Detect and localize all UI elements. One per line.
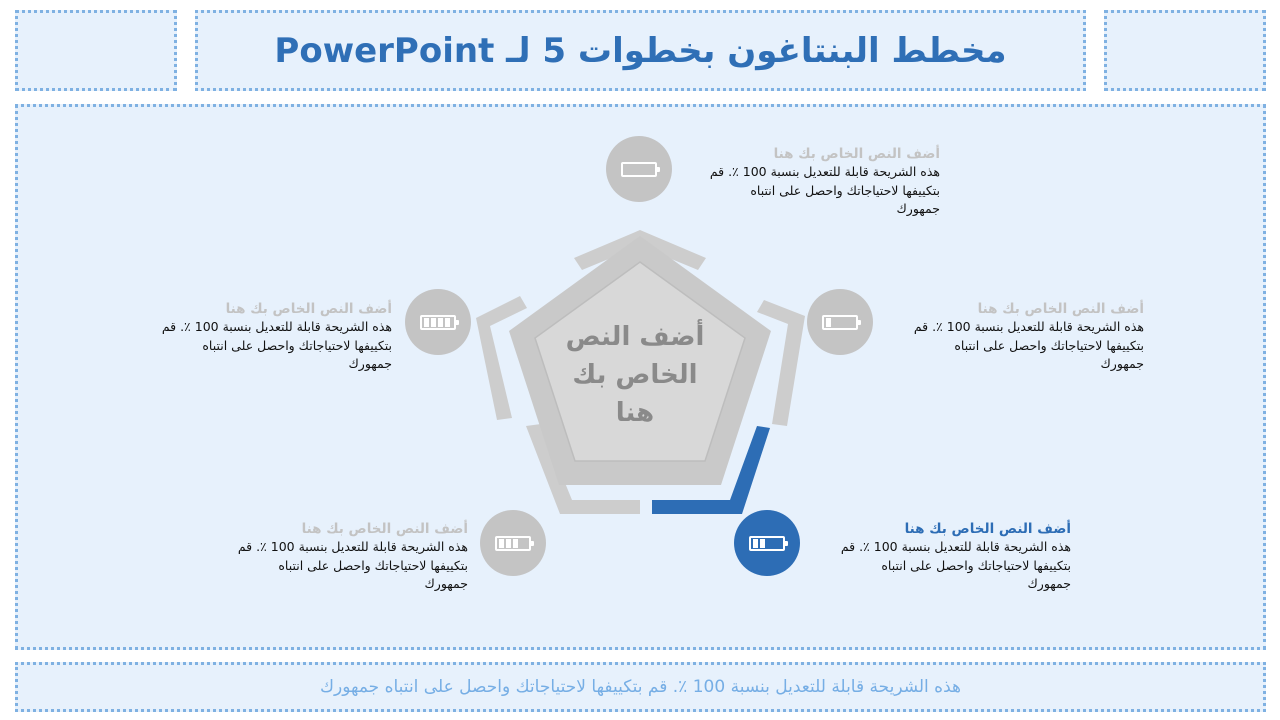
battery-three-quarter-icon <box>495 536 531 551</box>
step-5-circle <box>405 289 471 355</box>
step-3-text <box>841 520 1071 594</box>
footer-box <box>15 662 1266 712</box>
battery-half-icon <box>749 536 785 551</box>
center-label-line1: أضف النص <box>565 322 705 352</box>
battery-empty-icon <box>621 162 657 177</box>
frame-segment-right <box>757 300 805 426</box>
footer-text: هذه الشريحة قابلة للتعديل بنسبة 100 ٪. قم بتكييفها لاحتياجاتك واحصل على انتباه جمهورك <box>320 677 961 697</box>
step-4-body: هذه الشريحة قابلة للتعديل بنسبة 100 ٪. قم بتكييفها لاحتياجاتك واحصل على انتباه جمهورك <box>237 539 468 591</box>
step-1-circle <box>606 136 672 202</box>
step-5-text <box>162 300 392 374</box>
step-2-body: هذه الشريحة قابلة للتعديل بنسبة 100 ٪. قم بتكييفها لاحتياجاتك واحصل على انتباه جمهورك <box>913 319 1144 371</box>
step-1-text <box>710 145 940 219</box>
battery-full-icon <box>420 315 456 330</box>
step-4-text <box>238 520 468 594</box>
battery-low-icon <box>822 315 858 330</box>
step-1-heading: أضف النص الخاص بك هنا <box>773 146 940 162</box>
center-label <box>555 318 715 432</box>
step-2-heading: أضف النص الخاص بك هنا <box>977 301 1144 317</box>
step-2-text <box>914 300 1144 374</box>
step-5-body: هذه الشريحة قابلة للتعديل بنسبة 100 ٪. قم بتكييفها لاحتياجاتك واحصل على انتباه جمهورك <box>161 319 392 371</box>
step-3-circle <box>734 510 800 576</box>
step-2-circle <box>807 289 873 355</box>
step-5-heading: أضف النص الخاص بك هنا <box>225 301 392 317</box>
step-4-circle <box>480 510 546 576</box>
step-1-body: هذه الشريحة قابلة للتعديل بنسبة 100 ٪. قم بتكييفها لاحتياجاتك واحصل على انتباه جمهورك <box>709 164 940 216</box>
center-label-line2: الخاص بك هنا <box>572 360 698 428</box>
step-3-heading: أضف النص الخاص بك هنا <box>904 521 1071 537</box>
step-4-heading: أضف النص الخاص بك هنا <box>301 521 468 537</box>
slide-title: مخطط البنتاغون بخطوات 5 لـ PowerPoint <box>274 30 1007 71</box>
step-3-body: هذه الشريحة قابلة للتعديل بنسبة 100 ٪. قم بتكييفها لاحتياجاتك واحصل على انتباه جمهورك <box>840 539 1071 591</box>
